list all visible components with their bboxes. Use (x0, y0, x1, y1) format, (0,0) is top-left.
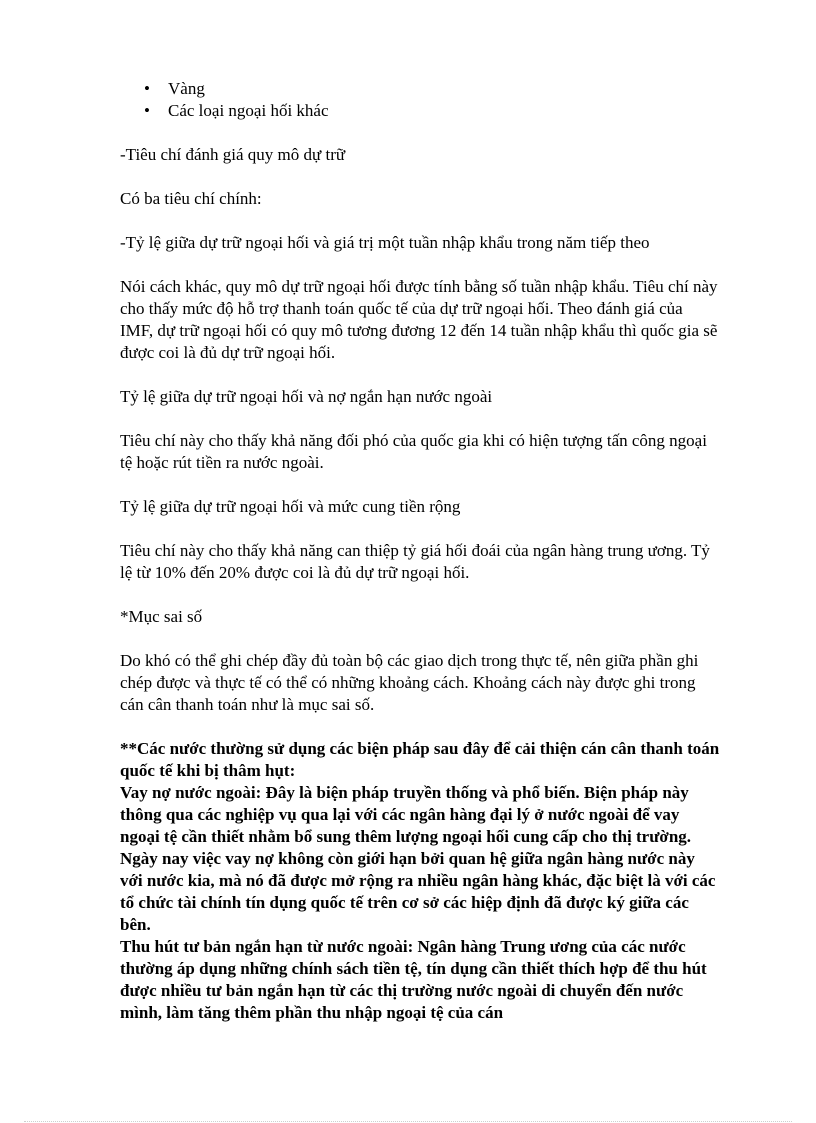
page-bottom-divider (24, 1121, 792, 1122)
bullet-list (120, 78, 720, 122)
paragraph: Tiêu chí này cho thấy khả năng can thiệp tỷ giá hối đoái của ngân hàng trung ương. Tỷ lệ từ 10% đến 20% được coi là đủ dự trữ ngoại hối. (120, 541, 710, 582)
paragraph: Có ba tiêu chí chính: (120, 189, 262, 208)
paragraph: Tiêu chí này cho thấy khả năng đối phó của quốc gia khi có hiện tượng tấn công ngoại tệ hoặc rút tiền ra nước ngoài. (120, 431, 707, 472)
bullet-item: • Các loại ngoại hối khác (120, 100, 720, 122)
paragraph: Do khó có thể ghi chép đầy đủ toàn bộ các giao dịch trong thực tế, nên giữa phần ghi chép được và thực tế có thể có những khoảng cách. Khoảng cách này được ghi trong cán cân thanh toán như là mục sai số. (120, 651, 699, 714)
criterion-heading: Tỷ lệ giữa dự trữ ngoại hối và mức cung tiền rộng (120, 497, 461, 516)
paragraph: Nói cách khác, quy mô dự trữ ngoại hối được tính bằng số tuần nhập khẩu. Tiêu chí này cho thấy mức độ hỗ trợ thanh toán quốc tế của dự trữ ngoại hối. Theo đánh giá của IMF, dự trữ ngoại hối có quy mô tương đương 12 đến 14 tuần nhập khẩu thì quốc gia sẽ được coi là đủ dự trữ ngoại hối. (120, 277, 718, 362)
section-heading-criteria: -Tiêu chí đánh giá quy mô dự trữ (120, 145, 346, 164)
bold-heading: **Các nước thường sử dụng các biện pháp sau đây để cải thiện cán cân thanh toán quốc tế khi bị thâm hụt: (120, 739, 720, 780)
section-heading-errors: *Mục sai số (120, 607, 203, 626)
bold-section (120, 738, 720, 1024)
criterion-heading: -Tỷ lệ giữa dự trữ ngoại hối và giá trị một tuần nhập khẩu trong năm tiếp theo (120, 233, 650, 252)
criterion-heading: Tỷ lệ giữa dự trữ ngoại hối và nợ ngắn hạn nước ngoài (120, 387, 493, 406)
document-body (120, 78, 720, 1024)
bold-paragraph: Vay nợ nước ngoài: Đây là biện pháp truyền thống và phổ biến. Biện pháp này thông qua các nghiệp vụ qua lại với các ngân hàng đại lý ở nước ngoài để vay ngoại tệ cần thiết nhằm bổ sung thêm lượng ngoại hối cung cấp cho thị trường. Ngày nay việc vay nợ không còn giới hạn bởi quan hệ giữa ngân hàng nước này với nước kia, mà nó đã được mở rộng ra nhiều ngân hàng khác, đặc biệt là với các tổ chức tài chính tín dụng quốc tế trên cơ sở các hiệp định đã được ký giữa các bên. (120, 783, 716, 934)
bold-paragraph: Thu hút tư bản ngắn hạn từ nước ngoài: Ngân hàng Trung ương của các nước thường áp dụng những chính sách tiền tệ, tín dụng cần thiết thích hợp để thu hút được nhiều tư bản ngắn hạn từ các thị trường nước ngoài di chuyển đến nước mình, làm tăng thêm phần thu nhập ngoại tệ của cán (120, 937, 707, 1022)
bullet-item: • Vàng (120, 78, 720, 100)
